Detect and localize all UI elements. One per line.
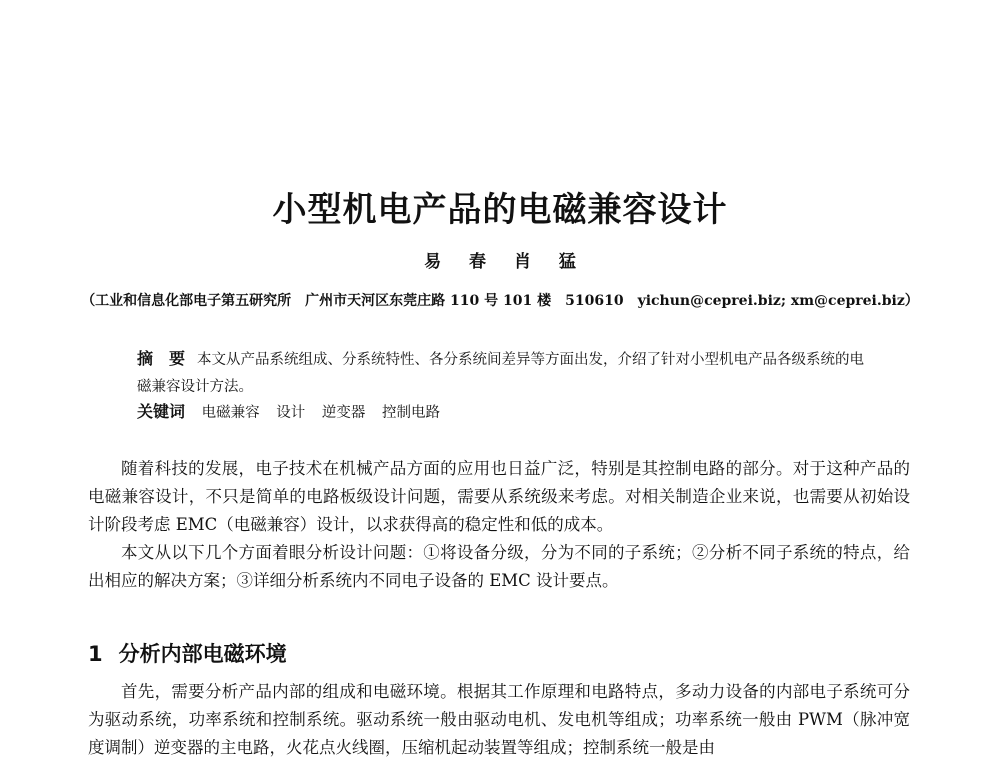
- keyword: 电磁兼容: [201, 405, 260, 421]
- keyword: 控制电路: [381, 405, 440, 421]
- paragraph-text: 本文从以下几个方面着眼分析设计问题：①将设备分级，分为不同的子系统；②分析不同子系统的特点，给出相应的解决方案；③详细分析系统内不同电子设备的 EMC 设计要点。: [88, 543, 910, 590]
- intro-paragraph-1: [88, 455, 910, 539]
- abstract: [137, 345, 865, 401]
- section-title: 分析内部电磁环境: [118, 642, 287, 666]
- authors: 易 春 肖 猛: [424, 252, 576, 272]
- paragraph-text: 随着科技的发展，电子技术在机械产品方面的应用也日益广泛，特别是其控制电路的部分。对于这种产品的电磁兼容设计，不只是简单的电路板级设计问题，需要从系统级来考虑。对相关制造企业来说，也需要从初始设计阶段考虑 EMC（电磁兼容）设计，以求获得高的稳定性和低的成本。: [88, 459, 910, 534]
- abstract-label: 摘 要: [137, 349, 186, 368]
- keywords: [137, 400, 865, 425]
- section-number: 1: [88, 642, 103, 666]
- affiliation: （工业和信息化部电子第五研究所 广州市天河区东莞庄路 110 号 101 楼 510610 yichun@ceprei.biz; xm@ceprei.biz）: [81, 293, 919, 309]
- keyword: 设计: [276, 405, 306, 421]
- paper-title: 小型机电产品的电磁兼容设计: [272, 190, 728, 230]
- paragraph-text: 首先，需要分析产品内部的组成和电磁环境。根据其工作原理和电路特点，多动力设备的内部电子系统可分为驱动系统，功率系统和控制系统。驱动系统一般由驱动电机、发电机等组成；功率系统一般由 PWM（脉冲宽度调制）逆变器的主电路，火花点火线圈，压缩机起动装置等组成；控制系统一般是由: [88, 682, 910, 757]
- keyword: 逆变器: [321, 405, 366, 421]
- keywords-label: 关键词: [137, 402, 186, 421]
- section-1-paragraph: [88, 678, 910, 762]
- section-heading: [88, 638, 287, 668]
- intro-paragraph-2: [88, 539, 910, 595]
- abstract-text: 本文从产品系统组成、分系统特性、各分系统间差异等方面出发，介绍了针对小型机电产品各级系统的电磁兼容设计方法。: [137, 352, 865, 395]
